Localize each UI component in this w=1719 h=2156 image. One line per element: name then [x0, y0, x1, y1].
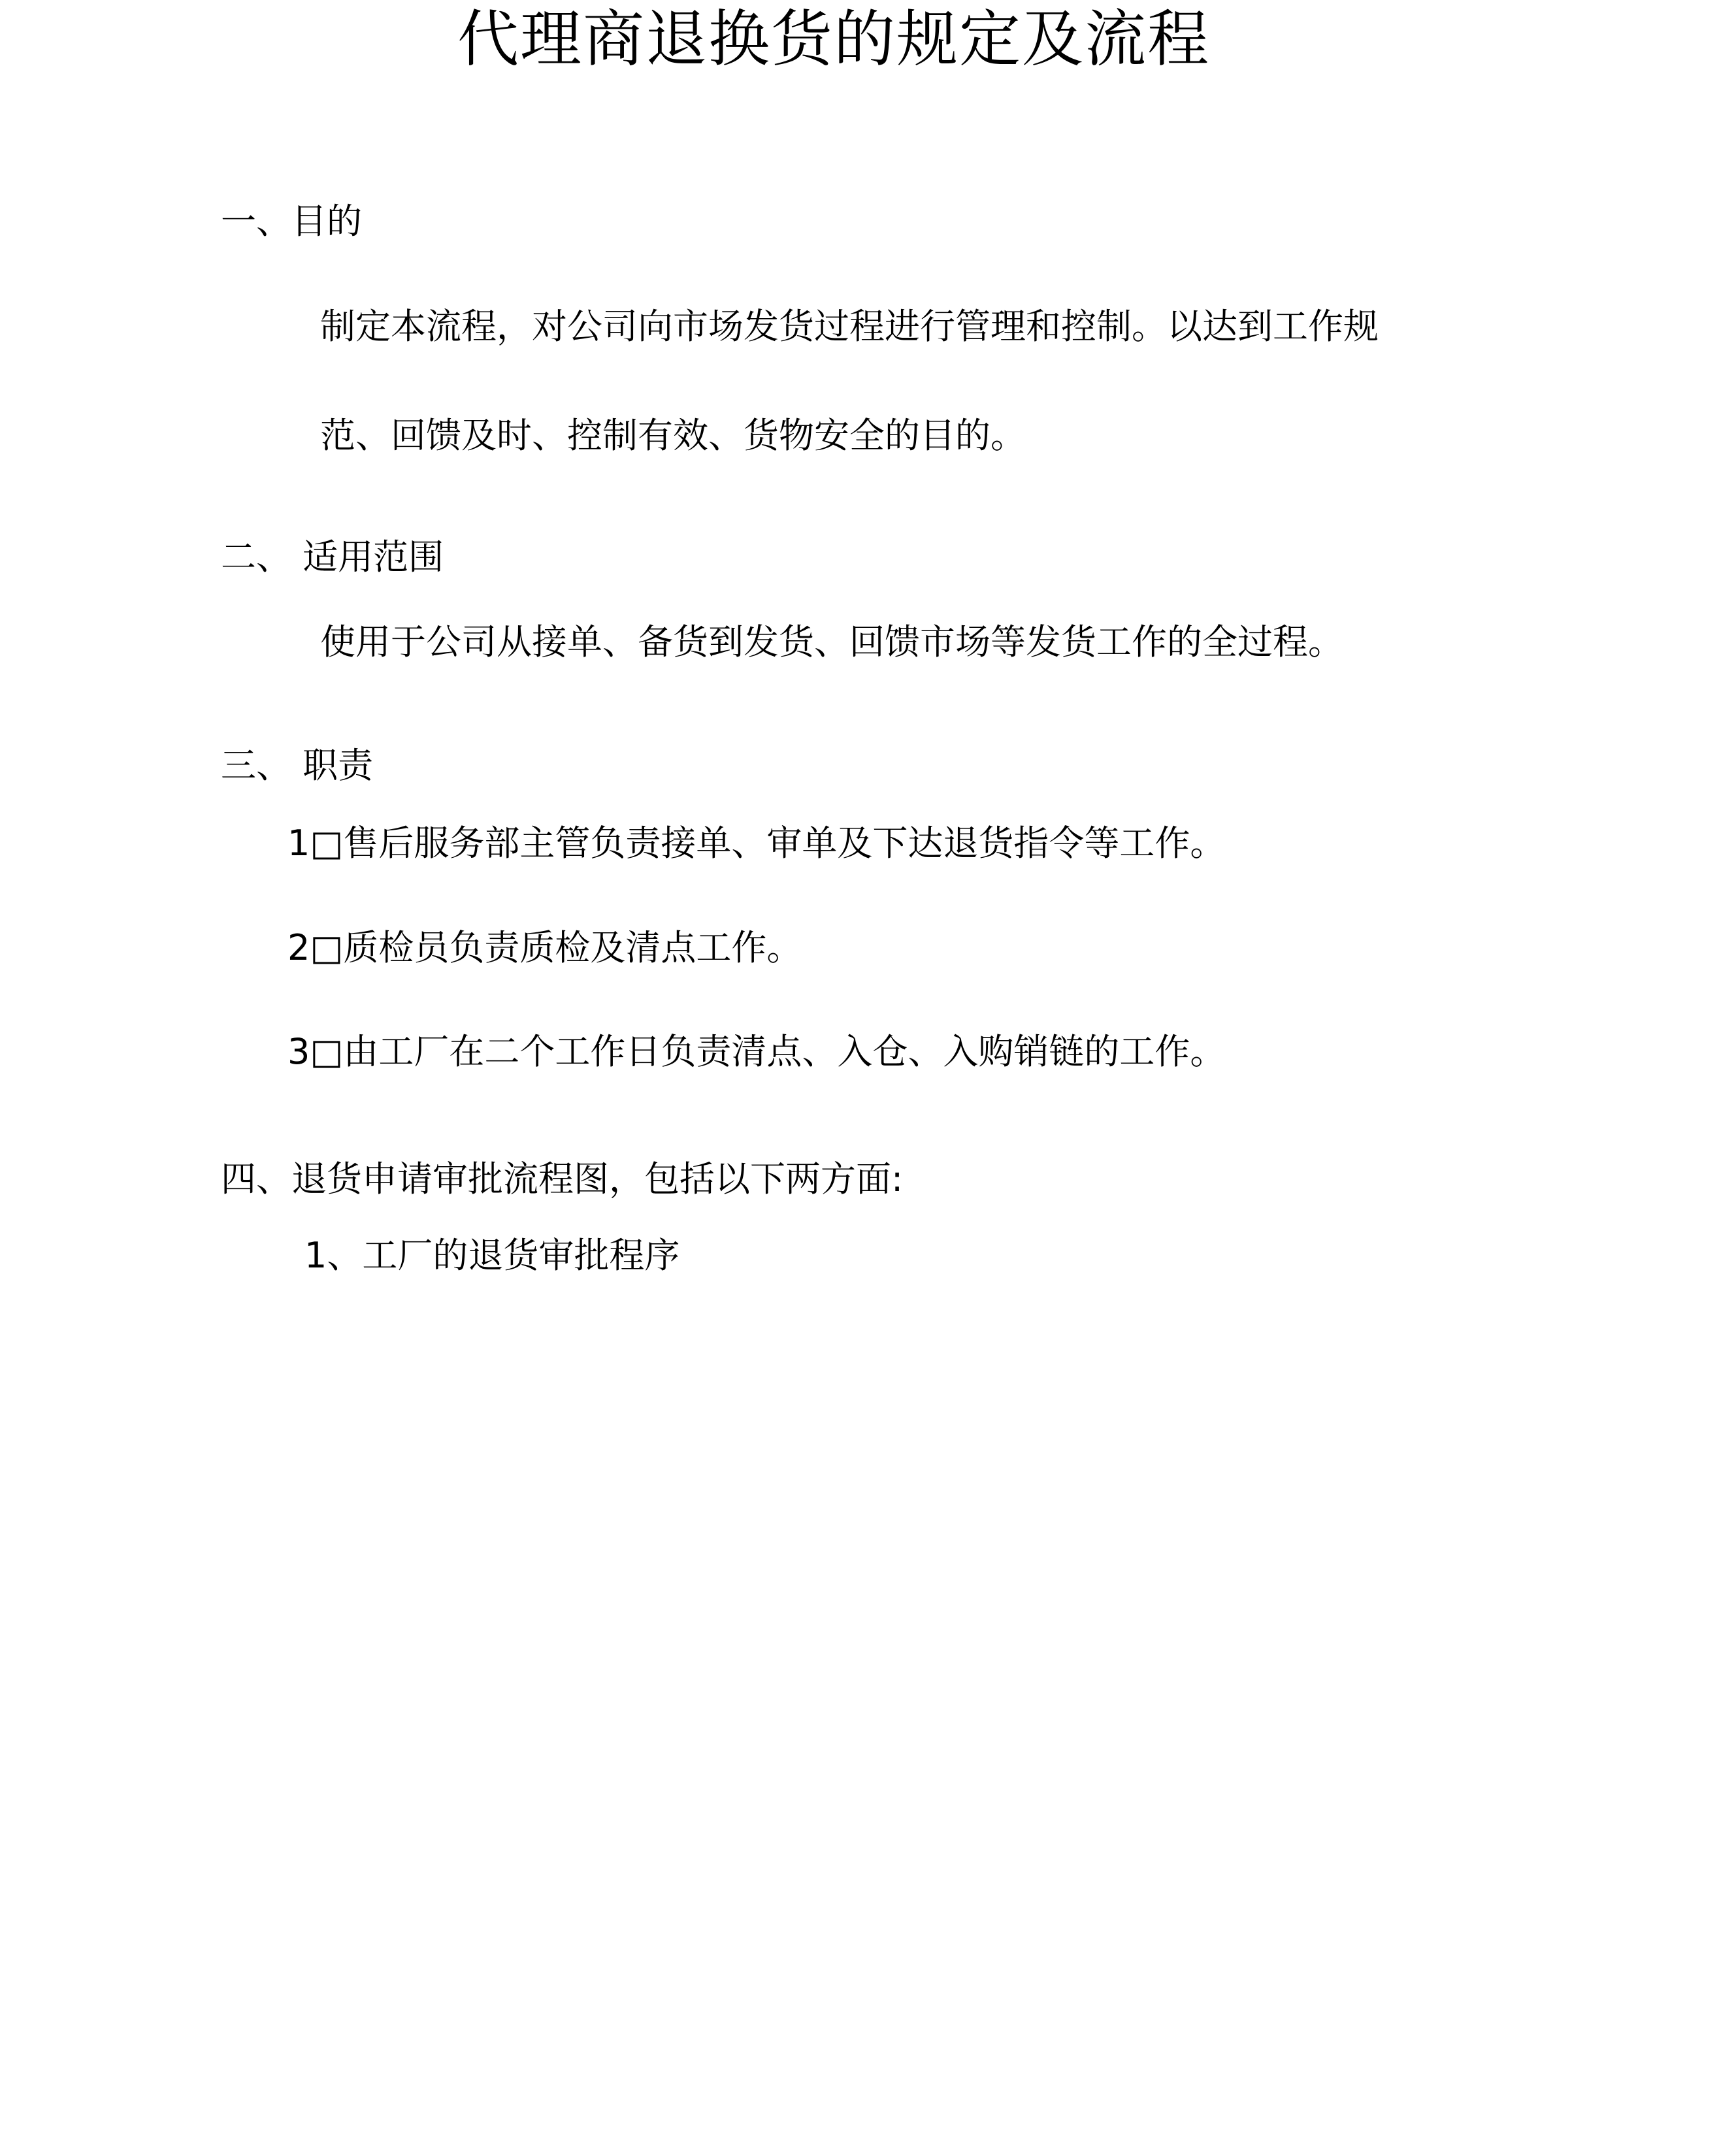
duty-item-1: 1□售后服务部主管负责接单、审单及下达退货指令等工作。	[287, 823, 1226, 864]
section-heading-scope: 二、 适用范围	[221, 536, 444, 578]
scope-paragraph-line-1: 使用于公司从接单、备货到发货、回馈市场等发货工作的全过程。	[320, 621, 1343, 662]
section-heading-flowchart: 四、退货申请审批流程图，包括以下两方面:	[221, 1158, 904, 1200]
section-heading-purpose: 一、目的	[221, 201, 362, 242]
duty-item-2: 2□质检员负责质检及清点工作。	[287, 927, 802, 968]
purpose-paragraph-line-1: 制定本流程，对公司向市场发货过程进行管理和控制。以达到工作规	[320, 306, 1379, 347]
section-heading-duties: 三、 职责	[221, 745, 374, 786]
flowchart-item-1: 1、工厂的退货审批程序	[304, 1235, 680, 1276]
duty-item-3: 3□由工厂在二个工作日负责清点、入仓、入购销链的工作。	[287, 1031, 1226, 1072]
purpose-paragraph-line-2: 范、回馈及时、控制有效、货物安全的目的。	[320, 415, 1026, 456]
page-title: 代理商退换货的规定及流程	[457, 4, 1211, 75]
